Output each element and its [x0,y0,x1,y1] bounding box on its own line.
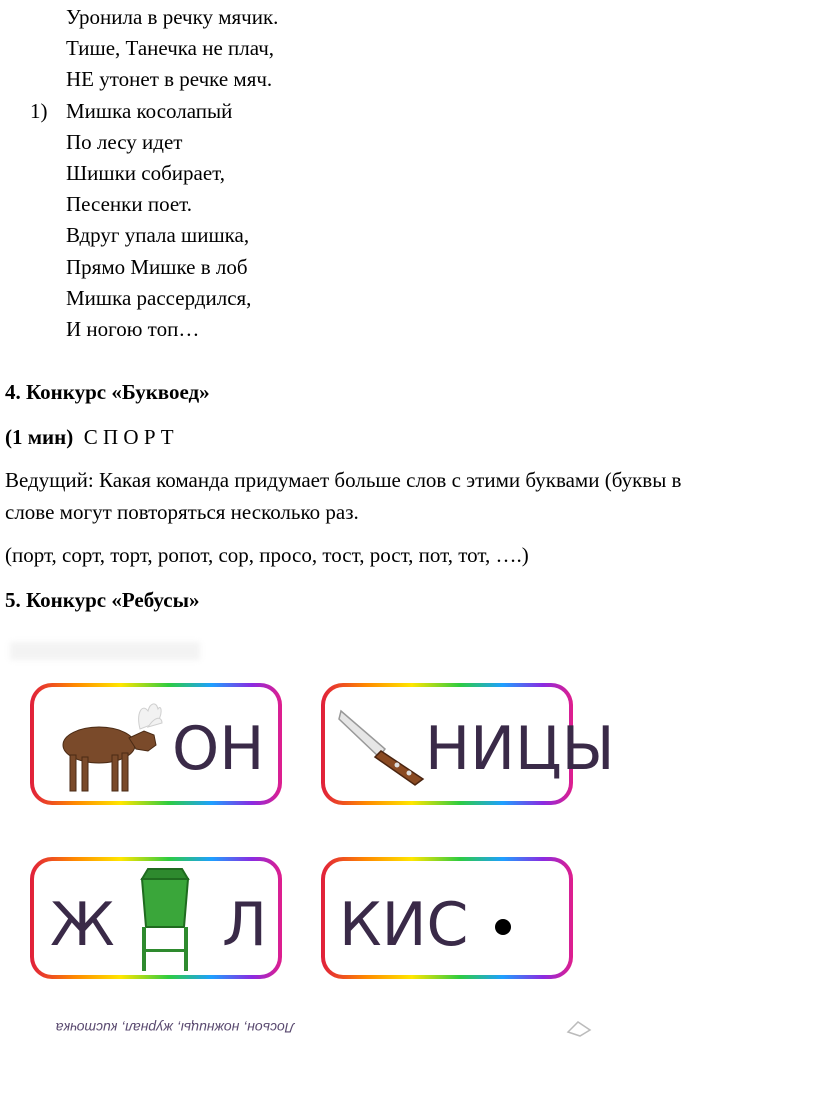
poem-line: Прямо Мишке в лоб [66,254,248,279]
rebus-card-3 [30,857,282,979]
card4-text: КИС [339,890,469,960]
contest4-examples: (порт, сорт, торт, ропот, сор, просо, тост, рост, пот, тот, ….) [5,543,529,567]
poem-line: Шишки собирает, [66,160,226,185]
rebus-card-1 [30,683,282,805]
moose-icon [44,693,164,803]
poem-line: Вдруг упала шишка, [66,223,250,248]
list-number: 1) [30,98,48,123]
rebus-card-2 [321,683,615,805]
poem-line: По лесу идет [66,129,183,154]
contest4-host-line1: Ведущий: Какая команда придумает больше слов с этими буквами (буквы в [5,468,682,492]
poem [30,2,279,345]
card3-right-text: Л [222,890,268,960]
dot-icon [493,917,513,937]
blur-artifact [10,642,200,660]
contest4-time: (1 мин) [5,425,74,449]
poem-line: Уронила в речку мячик. [66,5,279,29]
poem-line-text: Мишка косолапый [66,98,233,123]
contest4-time-row [5,425,174,450]
poem-line: НЕ утонет в речке мяч. [66,67,273,92]
poem-line: Песенки поет. [66,192,192,217]
rebus-card-4 [321,857,573,979]
card3-left-text: Ж [50,890,115,960]
poem-line: Тише, Танечка не плач, [66,36,275,61]
contest5-heading: 5. Конкурс «Ребусы» [5,588,200,612]
contest4-host-line2: слове могут повторяться несколько раз. [5,500,359,524]
poem-line-numbered [30,96,278,127]
trash-bin-icon [134,865,196,975]
contest4-heading: 4. Конкурс «Буквоед» [5,380,210,404]
contest4-letters: С П О Р Т [83,425,174,449]
poem-line: Мишка рассердился, [66,285,252,310]
watermark-icon [566,1018,592,1038]
poem-line: И ногою топ… [66,316,200,341]
answers-upside-down: Лосьон, ножницы, журнал, кисточка [55,1020,295,1036]
card2-text: НИЦЫ [425,714,615,784]
knife-icon [335,705,435,785]
card1-text: ОН [172,714,265,784]
